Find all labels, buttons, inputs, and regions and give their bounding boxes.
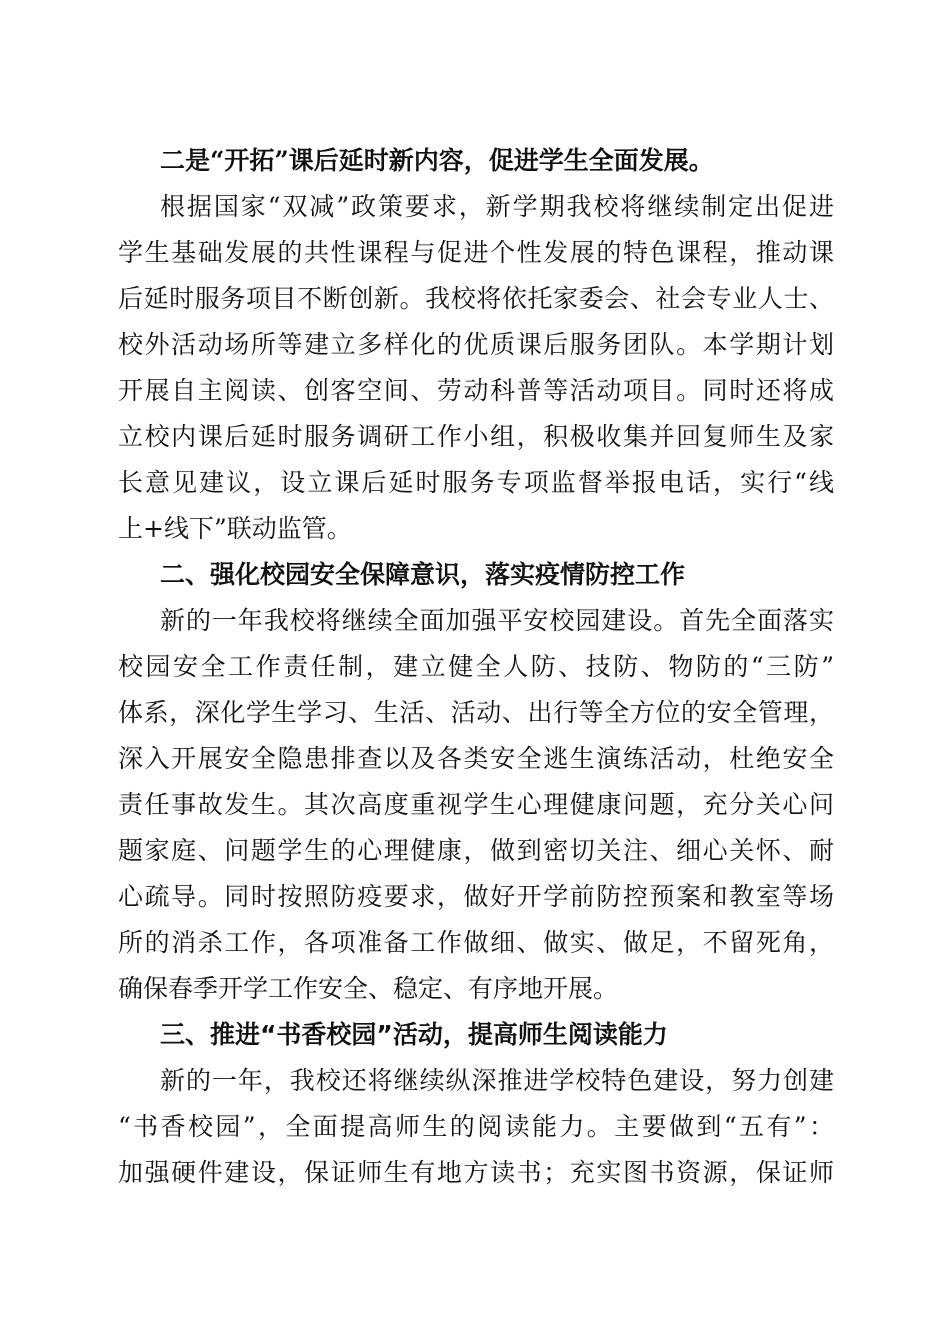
paragraph-line: 后延时服务项目不断创新。我校将依托家委会、社会专业人士、 (118, 284, 834, 313)
paragraph-line: 所的消杀工作，各项准备工作做细、做实、做足，不留死角， (118, 928, 834, 957)
paragraph-line: 立校内课后延时服务调研工作小组，积极收集并回复师生及家 (118, 422, 834, 451)
paragraph-line: 深入开展安全隐患排查以及各类安全逃生演练活动，杜绝安全 (118, 744, 834, 773)
paragraph-line: 开展自主阅读、创客空间、劳动科普等活动项目。同时还将成 (118, 376, 834, 405)
paragraph-line: 上+线下”联动监管。 (118, 514, 352, 543)
section-heading: 二、强化校园安全保障意识，落实疫情防控工作 (160, 560, 686, 589)
paragraph-line: 确保春季开学工作安全、稳定、有序地开展。 (118, 974, 619, 1003)
paragraph-line: “书香校园”，全面提高师生的阅读能力。主要做到“五有”： (118, 1112, 834, 1141)
paragraph-line: 校园安全工作责任制，建立健全人防、技防、物防的“三防” (118, 652, 834, 681)
paragraph-line: 学生基础发展的共性课程与促进个性发展的特色课程，推动课 (118, 238, 834, 267)
paragraph-line: 根据国家“双减”政策要求，新学期我校将继续制定出促进 (160, 192, 834, 221)
paragraph-line: 加强硬件建设，保证师生有地方读书；充实图书资源，保证师 (118, 1158, 834, 1187)
subheading-line: 二是“开拓”课后延时新内容，促进学生全面发展。 (160, 146, 714, 175)
paragraph-line: 题家庭、问题学生的心理健康，做到密切关注、细心关怀、耐 (118, 836, 834, 865)
paragraph-line: 新的一年，我校还将继续纵深推进学校特色建设，努力创建 (160, 1066, 834, 1095)
paragraph-line: 心疏导。同时按照防疫要求，做好开学前防控预案和教室等场 (118, 882, 834, 911)
paragraph-line: 长意见建议，设立课后延时服务专项监督举报电话，实行“线 (118, 468, 834, 497)
paragraph-line: 体系，深化学生学习、生活、活动、出行等全方位的安全管理， (118, 698, 834, 727)
section-heading: 三、推进“书香校园”活动，提高师生阅读能力 (160, 1020, 668, 1049)
paragraph-line: 校外活动场所等建立多样化的优质课后服务团队。本学期计划 (118, 330, 834, 359)
paragraph-line: 新的一年我校将继续全面加强平安校园建设。首先全面落实 (160, 606, 834, 635)
paragraph-line: 责任事故发生。其次高度重视学生心理健康问题，充分关心问 (118, 790, 834, 819)
